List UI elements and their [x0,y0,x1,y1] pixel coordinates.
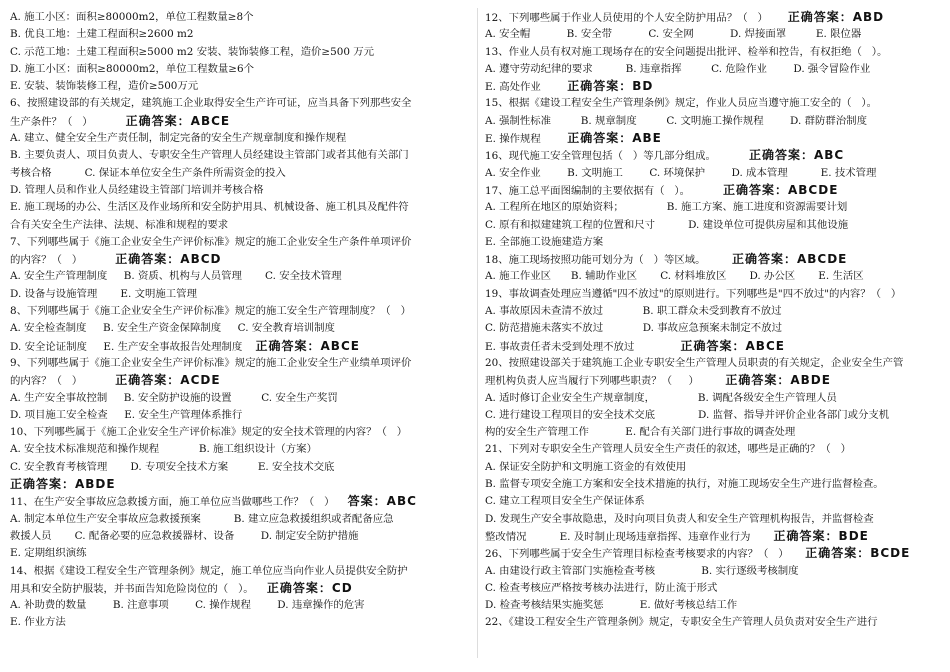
right-line [485,580,943,597]
question-text: C. 安全教育考核管理 D. 专项安全技术方案 E. 安全技术交底 [10,460,335,473]
question-text: 考核合格 C. 保证本单位安全生产条件所需资金的投入 [10,166,286,179]
question-text: C. 建立工程项目安全生产保证体系 [485,495,645,508]
left-line [10,217,468,234]
answer-label: 正确答案：BCDE [805,546,911,561]
question-text: B. 主要负责人、项目负责人、专职安全生产管理人员经建设主管部门或者其他有关部门 [10,149,409,162]
question-text: 18、施工现场按照功能可划分为（ ）等区域。 [485,254,732,267]
answer-label: 正确答案：ABCD [115,252,222,267]
left-line [10,95,468,112]
left-column [10,9,468,632]
question-text: D. 安全论证制度 E. 生产安全事故报告处理制度 [10,340,256,353]
question-text: 用具和安全防护服装，并书面告知危险岗位的（ ）。 [10,582,267,595]
right-line [485,182,943,199]
answer-label: 正确答案：ABDE [725,373,831,388]
left-line [10,424,468,441]
column-divider [477,8,478,658]
question-text: A. 遵守劳动纪律的要求 B. 违章指挥 C. 危险作业 D. 强令冒险作业 [485,62,871,75]
left-line [10,303,468,320]
question-text: 26、下列哪些属于安全生产管理目标检查考核要求的内容？（ ） [485,548,806,561]
right-line [485,61,943,78]
right-line [485,251,943,268]
right-line [485,147,943,164]
right-line [485,338,943,355]
answer-label: 正确答案：ABD [787,10,885,24]
right-line [485,320,943,337]
question-text: A. 保证安全防护和文明施工资金的有效使用 [485,460,687,473]
left-line [10,597,468,614]
right-line [485,424,943,441]
left-line [10,9,468,26]
question-text: 19、事故调查处理应当遵循"四不放过"的原则进行。下列哪些是"四不放过"的内容？（ ） [485,287,902,300]
right-line [485,459,943,476]
left-line [10,459,468,476]
right-line [485,26,943,43]
left-line [10,493,468,510]
question-text: C. 防范措施未落实不放过 D. 事故应急预案未制定不放过 [485,322,782,335]
left-line [10,286,468,303]
left-line [10,545,468,562]
left-line [10,528,468,545]
question-text: E. 安装、装饰装修工程，造价≥500万元 [10,80,199,93]
question-text: 22、《建设工程安全生产管理条例》规定，专职安全生产管理人员负责对安全生产进行 [485,616,878,629]
right-line [485,95,943,112]
right-line [485,9,943,26]
question-text: A. 安全作业 B. 文明施工 C. 环境保护 D. 成本管理 E. 技术管理 [485,166,877,179]
right-line [485,268,943,285]
answer-label: 正确答案：ABCE [125,113,231,128]
question-text: 生产条件？（ ） [10,115,126,128]
right-line [485,407,943,424]
question-text: E. 事故责任者未受到处理不放过 [485,340,681,353]
left-line [10,234,468,251]
left-line [10,199,468,216]
question-text: D. 发现生产安全事故隐患，及时向项目负责人和安全生产管理机构报告，并监督检查 [485,512,874,525]
question-text: D. 设备与设施管理 E. 文明施工管理 [10,287,197,300]
question-text: 10、下列哪些属于《施工企业安全生产评价标准》规定的安全技术管理的内容？（ ） [10,426,408,439]
answer-label: 正确答案：ABC [748,148,845,163]
question-text: 11、在生产安全事故应急救援方面，施工单位应当做哪些工作？（ ） [10,496,348,509]
answer-label: 正确答案：ABDE [10,477,116,492]
question-text: A. 工程所在地区的原始资料； B. 施工方案、施工进度和资源需要计划 [485,201,848,214]
question-text: E. 施工现场的办公、生活区及作业场所和安全防护用具、机械设备、施工机具及配件符 [10,201,409,214]
question-text: 合有关安全生产法律、法规、标准和规程的要求 [10,218,229,231]
left-line [10,511,468,528]
right-line [485,113,943,130]
right-line [485,78,943,95]
right-column [485,9,943,632]
question-text: A. 安全检查制度 B. 安全生产资金保障制度 C. 安全教育培训制度 [10,322,335,335]
left-line [10,338,468,355]
question-text: A. 强制性标准 B. 规章制度 C. 文明施工操作规程 D. 群防群治制度 [485,114,867,127]
right-line [485,372,943,389]
question-text: E. 高处作业 [485,81,568,94]
question-text: 13、作业人员有权对施工现场存在的安全问题提出批评、检举和控告，有权拒绝（ ）。 [485,45,888,58]
left-line [10,182,468,199]
question-text: 14、根据《建设工程安全生产管理条例》规定，施工单位应当向作业人员提供安全防护 [10,564,408,577]
left-line [10,407,468,424]
right-line [485,217,943,234]
question-text: D. 管理人员和作业人员经建设主管部门培训并考核合格 [10,183,264,196]
right-line [485,165,943,182]
right-line [485,355,943,372]
question-text: E. 定期组织演练 [10,547,87,560]
answer-label: 正确答案：CD [266,580,353,595]
question-text: A. 安全生产管理制度 B. 资质、机构与人员管理 C. 安全技术管理 [10,270,342,283]
left-line [10,355,468,372]
right-line [485,511,943,528]
question-text: 9、下列哪些属于《施工企业安全生产评价标准》规定的施工企业安全生产业绩单项评价 [10,356,412,369]
left-line [10,441,468,458]
answer-label: 正确答案：ABCDE [731,252,848,267]
answer-label: 答案：ABC [347,494,417,509]
right-line [485,199,943,216]
right-line [485,597,943,614]
left-line [10,251,468,268]
left-line [10,563,468,580]
question-text: A. 安全技术标准规范和操作规程 B. 施工组织设计（方案） [10,443,317,456]
question-text: 的内容？（ ） [10,375,116,388]
question-text: A. 施工小区：面积≥80000m2，单位工程数量≥8个 [10,11,254,23]
question-text: C. 原有和拟建建筑工程的位置和尺寸 D. 建设单位可提供房屋和其他设施 [485,218,849,231]
left-line [10,268,468,285]
question-text: A. 补助费的数量 B. 注意事项 C. 操作规程 D. 违章操作的危害 [10,599,365,612]
answer-label: 正确答案：ACDE [115,373,221,388]
left-line [10,26,468,43]
answer-label: 正确答案：ABE [567,131,662,146]
left-line [10,614,468,631]
right-line [485,545,943,562]
right-line [485,390,943,407]
question-text: A. 安全帽 B. 安全带 C. 安全网 D. 焊接面罩 E. 限位器 [485,28,862,41]
question-text: C. 检查考核应严格按考核办法进行，防止流于形式 [485,581,718,594]
left-line [10,61,468,78]
left-line [10,78,468,95]
question-text: E. 全部施工设施建造方案 [485,235,604,248]
question-text: B. 监督专项安全施工方案和安全技术措施的执行，对施工现场安全生产进行监督检查。 [485,478,884,491]
left-line [10,44,468,61]
question-text: 15、根据《建设工程安全生产管理条例》规定，作业人员应当遵守施工安全的（ ）。 [485,97,877,110]
question-text: E. 作业方法 [10,616,66,629]
answer-label: 正确答案：ABCE [255,338,360,353]
question-text: 构的安全生产管理工作 E. 配合有关部门进行事故的调查处理 [485,426,796,439]
right-line [485,563,943,580]
left-line [10,130,468,147]
left-line [10,390,468,407]
left-line [10,113,468,130]
question-text: A. 适时修订企业安全生产规章制度， B. 调配各级安全生产管理人员 [485,391,837,404]
right-line [485,286,943,303]
question-text: A. 建立、健全安全生产责任制，制定完备的安全生产规章制度和操作规程 [10,132,347,145]
question-text: D. 施工小区：面积≥80000m2，单位工程数量≥6个 [10,62,254,75]
left-line [10,580,468,597]
left-line [10,320,468,337]
question-text: C. 进行建设工程项目的安全技术交底 D. 监督、指导并评价企业各部门或分支机 [485,408,890,421]
question-text: E. 操作规程 [485,133,568,146]
question-text: C. 示范工地：土建工程面积≥5000 m2 安装、装饰装修工程，造价≥500 万元 [10,45,375,58]
question-text: 整改情况 E. 及时制止现场违章指挥、违章作业行为 [485,530,774,543]
question-text: 6、按照建设部的有关规定，建筑施工企业取得安全生产许可证，应当具备下列那些安全 [10,97,412,110]
question-text: A. 事故原因未查清不放过 B. 职工群众未受到教育不放过 [485,305,782,318]
right-line [485,441,943,458]
left-line [10,165,468,182]
question-text: D. 检查考核结果实施奖惩 E. 做好考核总结工作 [485,599,738,612]
right-line [485,44,943,61]
question-text: 救援人员 C. 配备必要的应急救援器材、设备 D. 制定安全防护措施 [10,529,359,542]
question-text: 的内容？（ ） [10,254,116,267]
question-text: D. 项目施工安全检查 E. 安全生产管理体系推行 [10,408,243,421]
right-line [485,303,943,320]
question-text: 16、现代施工安全管理包括（ ）等几部分组成。 [485,150,749,163]
right-line [485,476,943,493]
question-text: 7、下列哪些属于《施工企业安全生产评价标准》规定的施工企业安全生产条件单项评价 [10,235,412,248]
right-line [485,493,943,510]
left-line [10,476,468,493]
question-text: B. 优良工地：土建工程面积≥2600 m2 [10,28,194,41]
right-line [485,130,943,147]
question-text: A. 制定本单位生产安全事故应急救援预案 B. 建立应急救援组织或者配备应急 [10,512,394,525]
question-text: A. 生产安全事故控制 B. 安全防护设施的设置 C. 安全生产奖罚 [10,391,338,404]
question-text: A. 施工作业区 B. 辅助作业区 C. 材料堆放区 D. 办公区 E. 生活区 [485,270,864,283]
right-line [485,234,943,251]
right-line [485,528,943,545]
answer-label: 正确答案：ABCE [680,338,785,353]
answer-label: 正确答案：BD [567,79,654,94]
right-line [485,614,943,631]
question-text: 17、施工总平面图编制的主要依据有（ ）。 [485,184,723,197]
question-text: 8、下列哪些属于《施工企业安全生产评价标准》规定的施工安全生产管理制度？（ ） [10,305,411,318]
question-text: 20、按照建设部关于建筑施工企业专职安全生产管理人员职责的有关规定，企业安全生产管 [485,356,904,369]
answer-label: 正确答案：BDE [773,528,869,543]
question-text: 21、下列对专职安全生产管理人员安全生产责任的叙述，哪些是正确的？（ ） [485,443,852,456]
question-text: A. 由建设行政主管部门实施检查考核 B. 实行逐级考核制度 [485,564,799,577]
left-line [10,372,468,389]
answer-label: 正确答案：ABCDE [723,182,839,197]
question-text: 理机构负责人应当履行下列哪些职责？（ ） [485,375,726,388]
left-line [10,147,468,164]
question-text: 12、下列哪些属于作业人员使用的个人安全防护用品？（ ） [485,12,788,24]
